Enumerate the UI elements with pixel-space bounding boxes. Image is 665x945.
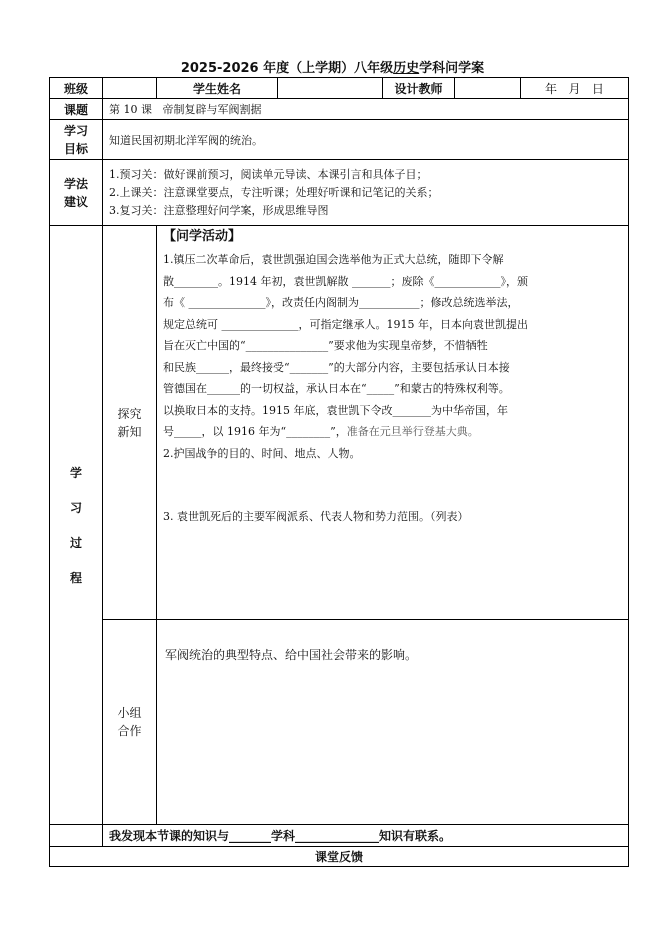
- question-1: 1.镇压二次革命后，袁世凯强迫国会选举他为正式大总统，随即下令解 散________。1914 年初，袁世凯解散 _______；废除《____________》，颁 布《 ______________》，改责任内阁制为___________；修改总统选举法， 规定总统可 ______________，可指定继承人。1915 年，日本向袁世凯提出 旨在灭亡中国的“_______________”要求他为实现皇帝梦，不惜牺牲 和民族______，最终接受“_______”的大部分内容，主要包括承认日本接 管德国在______的一切权益，承认日本在“_____”和蒙古的特殊权利等。 以换取日本的支持。1915 年底，袁世凯下令改_______为中华帝国，年 号_____，以 1916 年为“________”，准备在元旦举行登基大典。 2.护国战争的目的、时间、地点、人物。: [157, 248, 628, 465]
- group-content: [157, 620, 629, 825]
- discover-text: 我发现本节课的知识与_______学科______________知识有联系。: [103, 825, 629, 847]
- goal-value: 知道民国初期北洋军阀的统治。: [103, 120, 629, 160]
- lesson-label: 课题: [50, 99, 103, 120]
- group-row: [50, 620, 629, 825]
- activity-title: 【问学活动】: [163, 229, 242, 244]
- lesson-row: [50, 99, 629, 120]
- feedback-row: [50, 847, 629, 867]
- student-name-field[interactable]: [278, 78, 383, 99]
- explore-label: 探究 新知: [103, 226, 157, 620]
- method-label: 学法 建议: [50, 160, 103, 226]
- feedback-title: 课堂反馈: [50, 847, 629, 867]
- discover-row: [50, 825, 629, 847]
- teacher-field[interactable]: [455, 78, 521, 99]
- student-name-label: 学生姓名: [157, 78, 278, 99]
- explore-row: [50, 226, 629, 620]
- method-list: [103, 160, 629, 226]
- question-3: 3. 袁世凯死后的主要军阀派系、代表人物和势力范围。（列表）: [163, 510, 469, 523]
- list-item: 3.复习关：注意整理好问学案，形成思维导图: [109, 203, 329, 217]
- teacher-label: 设计教师: [383, 78, 455, 99]
- group-label: 小组 合作: [103, 620, 157, 825]
- class-field[interactable]: [103, 78, 157, 99]
- list-item: 2.上课关：注意课堂要点，专注听课；处理好听课和记笔记的关系；: [109, 185, 439, 199]
- date-label: 年 月 日: [521, 78, 629, 99]
- goal-row: [50, 120, 629, 160]
- group-text: 军阀统治的典型特点、给中国社会带来的影响。: [165, 648, 418, 662]
- question-2: 2.护国战争的目的、时间、地点、人物。: [163, 446, 361, 460]
- page-title: [0, 57, 665, 76]
- class-label: 班级: [50, 78, 103, 99]
- lesson-value: 第 10 课 帝制复辟与军阀割据: [103, 99, 629, 120]
- title-prefix: 2025-2026 年度（上学期）八年级: [180, 61, 394, 76]
- worksheet-table: [49, 77, 629, 867]
- header-row: [50, 78, 629, 99]
- explore-content: [157, 226, 629, 620]
- process-label: 学 习 过 程: [50, 226, 103, 825]
- list-item: 1.预习关：做好课前预习，阅读单元导读、本课引言和具体子目；: [109, 167, 428, 181]
- goal-label: 学习 目标: [50, 120, 103, 160]
- method-row: [50, 160, 629, 226]
- title-subject: 历史: [393, 61, 420, 76]
- title-suffix: 学科问学案: [419, 61, 485, 76]
